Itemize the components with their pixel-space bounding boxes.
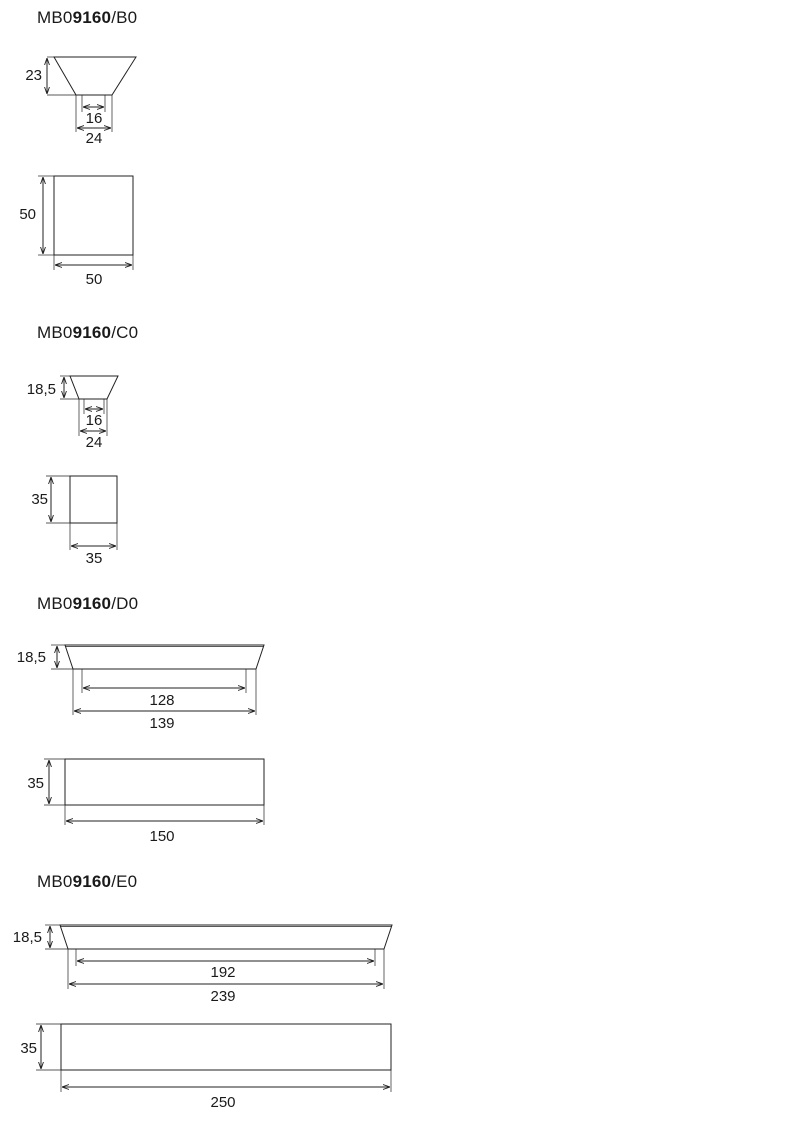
e0-side-view — [13, 925, 392, 1005]
height-label: 18,5 — [26, 381, 56, 398]
outer-label: 24 — [85, 434, 103, 451]
inner-label: 192 — [210, 964, 236, 981]
top-height-label: 35 — [31, 491, 48, 508]
code-suffix: /E0 — [111, 872, 138, 891]
handle-side-profile — [60, 925, 392, 949]
e0-top-view — [20, 1024, 391, 1111]
c0-side-view — [27, 376, 118, 451]
b0-top-view — [19, 176, 133, 288]
top-width-label: 35 — [85, 550, 103, 567]
top-height-label: 35 — [27, 775, 44, 792]
code-bold: 9160 — [72, 872, 112, 891]
top-width-label: 250 — [210, 1094, 236, 1111]
knob-top-outline — [54, 176, 133, 255]
d0-side-view — [17, 645, 264, 732]
knob-side-profile — [70, 376, 118, 399]
top-width-label: 150 — [149, 828, 175, 845]
code-suffix: /B0 — [111, 8, 138, 27]
code-suffix: /C0 — [111, 323, 139, 342]
code-suffix: /D0 — [111, 594, 139, 613]
height-label: 18,5 — [12, 929, 42, 946]
code-bold: 9160 — [72, 323, 112, 342]
outer-label: 239 — [210, 988, 236, 1005]
top-height-label: 35 — [20, 1040, 37, 1057]
handle-side-profile — [65, 645, 264, 669]
code-prefix: MB0 — [37, 8, 73, 27]
b0-side-view — [25, 57, 136, 147]
outer-label: 139 — [149, 715, 175, 732]
inner-label: 16 — [85, 412, 103, 429]
top-width-label: 50 — [85, 271, 103, 288]
code-prefix: MB0 — [37, 594, 73, 613]
inner-label: 128 — [149, 692, 175, 709]
top-height-label: 50 — [19, 206, 36, 223]
code-prefix: MB0 — [37, 323, 73, 342]
knob-top-outline — [70, 476, 117, 523]
code-prefix: MB0 — [37, 872, 73, 891]
handle-top-outline — [65, 759, 264, 805]
height-label: 18,5 — [16, 649, 46, 666]
code-bold: 9160 — [72, 594, 112, 613]
d0-top-view — [27, 759, 264, 845]
code-bold: 9160 — [72, 8, 112, 27]
height-label: 23 — [25, 67, 42, 84]
outer-label: 24 — [85, 130, 103, 147]
c0-top-view — [31, 476, 117, 567]
handle-top-outline — [61, 1024, 391, 1070]
inner-label: 16 — [85, 110, 103, 127]
knob-side-profile — [54, 57, 136, 95]
